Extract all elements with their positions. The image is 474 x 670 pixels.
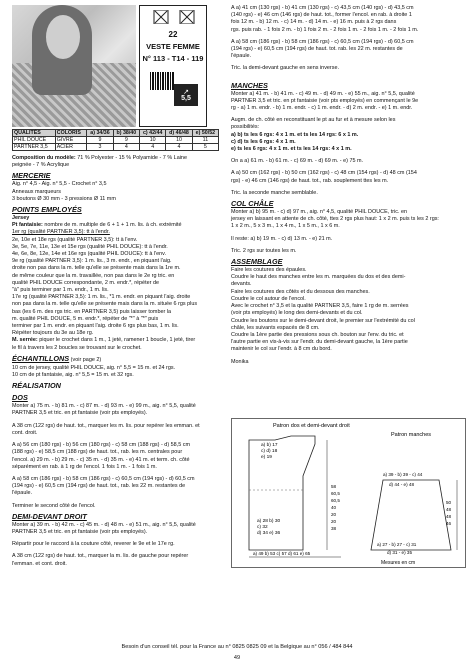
quantities-table: QUALITÉS COLORIS a) 34/36 b) 38/40 c) 42/44 d) 46/48 e) 50/52 PHIL DOUCE GIVRE 9 9 10 10 11 PARTNER 3,5 ACIER 3 4 4 4 5 [12,129,219,151]
footer-helpline: Besoin d'un conseil tél. pour la France au n° 0825 0825 09 et la Belgique au n° 056 / 484 844 [121,644,353,650]
col-chale-title: COL CHÂLE [231,199,274,209]
pattern-number: 22 [168,30,178,39]
svg-text:48: 48 [446,507,452,512]
svg-text:40: 40 [331,505,337,510]
demi-devant-title: DEMI-DEVANT DROIT [12,511,87,521]
assemblage-title: ASSEMBLAGE [231,257,283,267]
schematic-units: Mesures en cm [381,560,416,566]
svg-text:d) 31 - e) 35: d) 31 - e) 35 [387,550,413,555]
echantillons-title: ÉCHANTILLONS [12,353,70,363]
svg-text:50: 50 [446,500,452,505]
right-column: A a) 41 cm (130 rgs) - b) 41 cm (130 rgs) - c) 43,5 cm (140 rgs) - d) 43,5 cm (140 rgs) - e) 46 cm (146 rgs) de haut. tot., former l'encol. en rab. à droite 1 fois 12 m. - b) 12 m. - c) 14 m. - d) 14 m. - e) 16 m. puis à 2 rgs dans rgs. puis rab. - 1 fois 2 m. - b) 1 fois 2 m. - 2 fois 1 m. - 2 fois 1 m. - 2 fois 1 m. A a) 58 cm (186 rgs) - b) 58 cm (186 rgs) - c) 60,5 cm (194 rgs) - d) 60,5 cm (194 rgs) - e) 60,5 cm (194 rgs) de haut. tot. rab. les 22 m. restantes de l'épaule. Tric. la demi-devant gauche en sens inverse. MANCHES Monter a) 41 m. - b) 41 m. - c) 49 m. - d) 49 m. - e) 55 m., aig. n° 5,5, qualité PARTNER 3,5 et tric. en pt fantaisie (voir pts employés) en commençant le 9e rg - a) 1 m. endr. - b) 1 m. endr. - c) 1 m. endr. - d) 2 m. endr. - e) 1 m. endr. Augm. de ch. côté en reconstituant le pt au fur et à mesure selon les possibilités: a) b) ts les 6 rgs: 4 x 1 m. et ts les 14 rgs: 6 x 1 m. c) d) ts les 6 rgs: 4 x 1 m. e) ts les 6 rgs: 4 x 1 m. et ts les 14 rgs: 4 x 1 m. On a a) 61 m. - b) 61 m. - c) 69 m. - d) 69 m. - e) 75 m. A a) 50 cm (162 rgs) - b) 50 cm (162 rgs) - c) 48 cm (154 rgs) - d) 48 cm (154 rgs) - e) 46 cm (146 rgs) de haut. tot., rab. souplement ttes les m. Tric. la seconde manche semblable. COL CHÂLE Monter a) b) 95 m. - c) d) 97 m., aig. n° 4,5, qualité PHIL DOUCE, tric. en jersey en laissant en attente de ch. côté, ttes 2 rgs plus haut: 1 x 2 m. puis ts les 2 rgs: 1 x 2 m., 5 x 3 m., 1 x 4 m., 1 x 5 m., 1 x 6 m. Il reste: a) b) 19 m. - c) d) 13 m. - e) 21 m. Tric. 2 rgs sur toutes les m. ASSEMBLAGE Faire les coutures des épaules. Coudre le haut des manches entre les m. marquées du dos et des demi- devants. Faire les coutures des côtés et du dessous des manches. Coudre le col autour de l'encol. Avec le crochet n° 3,5 et la qualité PARTNER 3,5, faire 1 rg de m. serrées (voir pts employés) le long des demi-devants et du col. Coudre les boutons sur le demi-devant droit, le premier sur l'extrémité du col châle, les suivants espacés de 8 cm. Coudre la 1ère partie des pressions sous ch. bouton sur l'env. du tric. et l'autre partie en vis-à-vis sur l'endr. du demi-devant gauche, la 1ère partie maintenir le col sur l'endr. à 8 cm du bord. Monika [231,5,464,366]
svg-text:d) 44 - e) 48: d) 44 - e) 48 [389,482,415,487]
svg-text:c) 32: c) 32 [257,525,268,530]
svg-text:a) 27 - b) 27 - c) 31: a) 27 - b) 27 - c) 31 [377,542,417,547]
svg-text:c) d) 18: c) d) 18 [261,449,278,454]
svg-text:60,5: 60,5 [331,498,340,503]
manches-title: MANCHES [231,80,268,90]
difficulty-icon [150,72,174,90]
svg-text:46: 46 [446,521,452,526]
svg-text:a) 28 b) 30: a) 28 b) 30 [257,519,281,524]
table-row: PHIL DOUCE GIVRE 9 9 10 10 11 [13,137,219,144]
svg-text:a) 49 b) 53 c) 57 d) 61 e) 65: a) 49 b) 53 c) 57 d) 61 e) 65 [253,551,311,556]
points-title: POINTS EMPLOYÉS [12,205,82,215]
svg-text:e) 19: e) 19 [261,455,272,460]
svg-text:20: 20 [331,519,337,524]
left-column: Composition du modèle: 71 % Polyester - 15 % Polyamide - 7 % Laine peignée - 7 % Acrylique MERCERIE Aig. n° 4,5 - Aig. n° 5,5 - Crochet n° 3,5 Anneaux marqueurs 3 boutons Ø 30 mm - 3 pressions Ø 11 mm POINTS EMPLOYÉS Jersey Pt fantaisie: nombre de m. multiple de 6 + 1 + 1 m. lis. à ch. extrémité 1er rg (qualité PARTNER 3,5): tt à l'endr. 2e, 10e et 18e rgs (qualité PARTNER 3,5): tt à l'env. 3e, 5e, 7e, 11e, 13e et 15e rgs (qualité PHIL DOUCE): tt à l'endr. 4e, 6e, 8e, 12e, 14e et 16e rgs (qualité PHIL DOUCE): tt à l'env. 9e rg (qualité PARTNER 3,5): 1 m. lis., 3 m. endr., en piquant l'aig. droite non pas dans la m. telle qu'elle se présente mais dans la 1re m. de même couleur que la m. travaillée, non pas dans le 2e rg tric. en qualité PHIL DOUCE correspondante, 2 m. endr.*, répéter de "à" puis terminer par 1 m. endr., 1 m. lis. 17e rg (qualité PARTNER 3,5): 1 m. lis., *1 m. endr. en piquant l'aig. droite non pas dans la m. telle qu'elle se présente mais dans la m. située 6 rgs plus bas (les 6 m. des rgs tric. en PARTNER 3,5) puis laisser tomber la m. qualité PHIL DOUCE, 5 m. endr.*, répéter de "*" à "*" puis terminer par 1 m. endr. en piquant l'aig. droite 6 rgs plus bas, 1 m. lis. Répéter toujours du 3e au 18e rg. M. serrée: piquer le crochet dans 1 m., 1 jeté, ramener 1 boucle, 1 jeté, tirer le fil à travers les 2 boucles se trouvant sur le crochet. ÉCHANTILLONS (voir page 2) 10 cm de jersey, qualité PHIL DOUCE, aig. n° 5,5 = 15 m. et 24 rgs. 10 cm de pt fantaisie, aig. n° 5,5 = 15 m. et 32 rgs. RÉALISATION DOS Monter a) 75 m. - b) 81 m. - c) 87 m. - d) 93 m. - e) 99 m., aig. n° 5,5, qualité PARTNER 3,5 et tric. en pt fantaisie (voir pts employés). A 38 cm (122 rgs) de haut. tot., marquer les m. lis. pour repérer les emman. et cont. droit. A a) 56 cm (180 rgs) - b) 56 cm (180 rgs) - c) 58 cm (188 rgs) - d) 58,5 cm (188 rgs) - e) 58,5 cm (188 rgs) de haut. tot., rab. les m. centrales pour l'encol. a) 29 m. - b) 29 m. - c) 35 m. - d) 35 m. - e) 41 m. et term. ch. côté séparément en rab. à 1 rg de l'encol. 1 fois 1 m. - 1 fois 1 m. A a) 58 cm (186 rgs) - b) 58 cm (186 rgs) - c) 60,5 cm (194 rgs) - d) 60,5 cm (194 rgs) - e) 60,5 cm (194 rgs) de haut. tot., rab. les 22 m. restantes de l'épaule. Terminer le second côté de l'encol. DEMI-DEVANT DROIT Monter a) 39 m. - b) 42 m. - c) 45 m. - d) 48 m. - e) 51 m., aig. n° 5,5, qualité PARTNER 3,5 et tric. en pt fantaisie (voir pts employés). Répartir pour le raccord à la couture côté, reverer le 9e et le 17e rg. A 38 cm (122 rgs) de haut. tot., marquer la m. lis. de gauche pour repérer l'emman. et cont. droit. [12,155,220,568]
pattern-title: VESTE FEMME [146,42,200,51]
schematic-title-right: Patron manches [391,432,432,438]
svg-text:58: 58 [331,484,337,489]
realisation-title: RÉALISATION [12,381,61,391]
mercerie-title: MERCERIE [12,171,51,181]
dos-title: DOS [12,393,28,403]
mercerie-list: Aig. n° 4,5 - Aig. n° 5,5 - Crochet n° 3,5 Anneaux marqueurs 3 boutons Ø 30 mm - 3 pressions Ø 11 mm [12,181,116,202]
needle-size-icon: ↗ 5,5 [174,84,198,106]
svg-text:38: 38 [331,526,337,531]
svg-text:48: 48 [446,514,452,519]
svg-text:a) b) 17: a) b) 17 [261,443,278,448]
table-row: PARTNER 3,5 ACIER 3 4 4 4 5 [13,144,219,151]
title-block [139,5,207,127]
svg-text:60,5: 60,5 [331,491,340,496]
svg-text:d) 34 e) 36: d) 34 e) 36 [257,531,281,536]
page-number: 49 [233,655,241,661]
knitting-needles-icon [146,10,202,24]
schematic-title-left: Patron dos et demi-devant droit [273,423,350,429]
svg-text:a) 39 - b) 39 - c) 44: a) 39 - b) 39 - c) 44 [383,472,423,477]
model-photo [12,5,136,127]
pattern-reference: N° 113 - T14 - 119 [142,54,204,63]
pattern-schematic [231,418,466,568]
svg-text:20: 20 [331,512,337,517]
